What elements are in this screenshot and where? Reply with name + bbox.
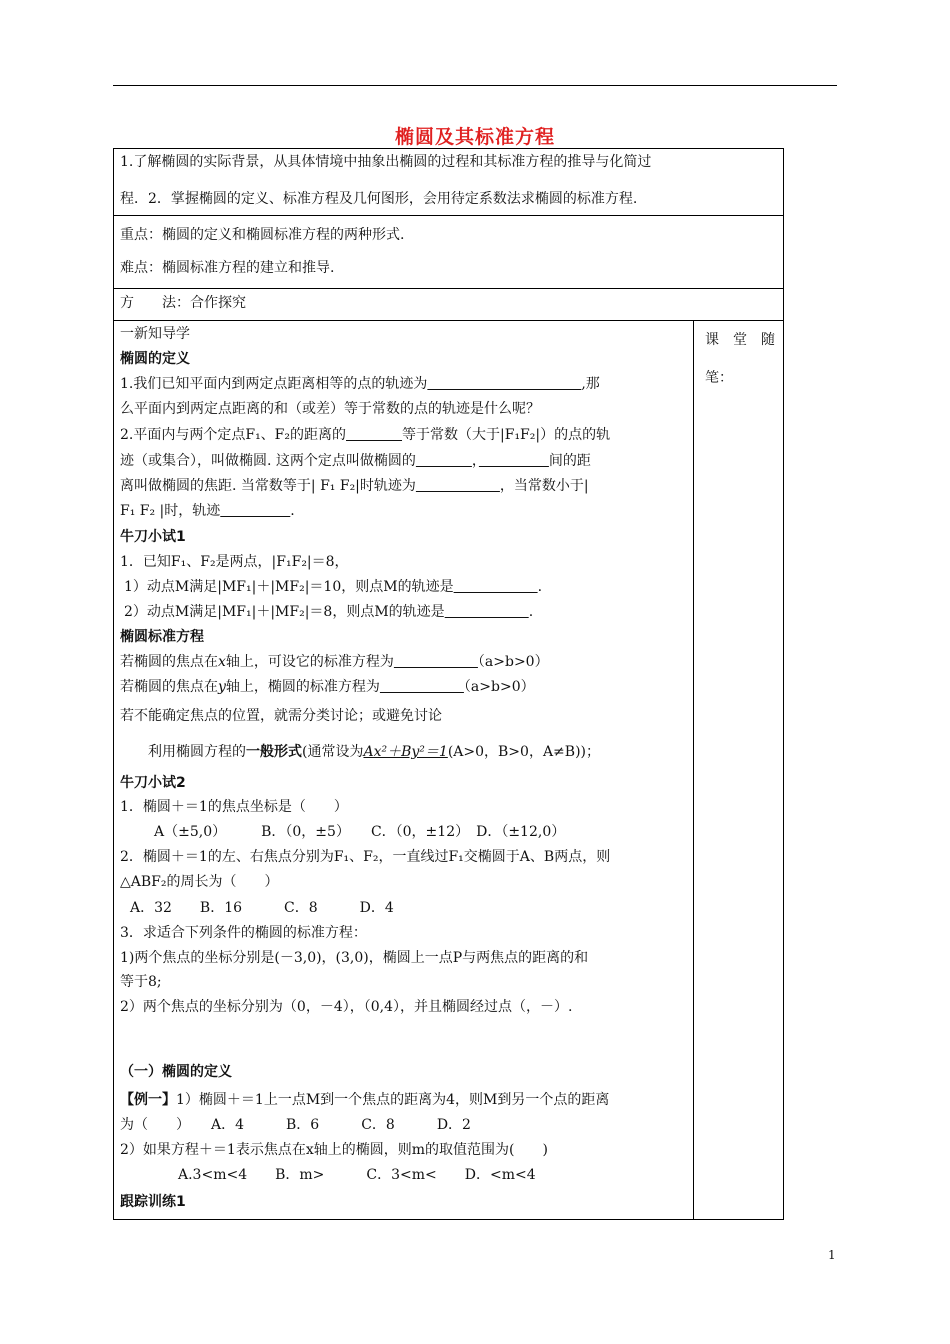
exercise-line: 等于8; [120, 974, 162, 990]
question-line: 么平面内到两定点距离的和（或差）等于常数的点的轨迹是什么呢？ [120, 401, 540, 417]
exercise-line: 2）动点M满足|MF₁|＋|MF₂|＝8，则点M的轨迹是 . [124, 604, 534, 620]
example-line: 【例一】1）椭圆＋＝1上一点M到一个焦点的距离为4，则M到另一个点的距离 [120, 1092, 610, 1108]
blank [346, 427, 402, 443]
exercise-line: 1)两个焦点的坐标分别是(－3,0)，(3,0)，椭圆上一点P与两焦点的距离的和 [120, 950, 589, 966]
example-options: A.3<m<4 B．m> C．3<m< D．<m<4 [178, 1167, 536, 1183]
standard-line: 若不能确定焦点的位置，就需分类讨论；或避免讨论 [120, 708, 442, 724]
exercise-options: A（±5,0） B．（0，±5） C．（0，±12） D．（±12,0） [154, 824, 566, 840]
standard-line: 若椭圆的焦点在x轴上，可设它的标准方程为 （a>b>0） [120, 654, 549, 670]
side-note-line2: 笔： [705, 370, 733, 386]
exercise-line: 1．已知F₁、F₂是两点，|F₁F₂|＝8， [120, 554, 349, 570]
section-intro: 一新知导学 [120, 326, 190, 342]
blank [479, 453, 549, 469]
exercise-line: 3．求适合下列条件的椭圆的标准方程： [120, 925, 367, 941]
objective-line: 1.了解椭圆的实际背景，从具体情境中抽象出椭圆的过程和其标准方程的推导与化简过 [120, 154, 652, 170]
standard-line: 若椭圆的焦点在y轴上，椭圆的标准方程为 （a>b>0） [120, 679, 535, 695]
method-value: 合作探究 [190, 295, 246, 311]
section-heading: 牛刀小试1 [120, 529, 186, 545]
difficult-point: 难点：椭圆标准方程的建立和推导. [120, 260, 335, 276]
exercise-line: 1．椭圆＋＝1的焦点坐标是（ ） [120, 799, 348, 815]
objective-line: 程．2．掌握椭圆的定义、标准方程及几何图形，会用待定系数法求椭圆的标准方程. [120, 191, 638, 207]
top-rule [113, 85, 837, 86]
row-divider [113, 320, 784, 321]
blank [427, 376, 581, 392]
example-line: 2）如果方程＋＝1表示焦点在x轴上的椭圆，则m的取值范围为( ) [120, 1142, 548, 1158]
section-heading: （一）椭圆的定义 [120, 1064, 232, 1080]
blank [380, 679, 464, 695]
column-divider [693, 320, 694, 1220]
row-divider [113, 215, 784, 216]
key-point: 重点：椭圆的定义和椭圆标准方程的两种形式. [120, 227, 405, 243]
section-heading: 椭圆的定义 [120, 351, 190, 367]
section-heading: 椭圆标准方程 [120, 629, 204, 645]
exercise-line: 2）两个焦点的坐标分别为（0，－4），（0,4），并且椭圆经过点（，－）. [120, 999, 573, 1015]
side-note-line1: 课 堂 随 [705, 332, 775, 348]
example-line: 为（ ） A．4 B．6 C．8 D．2 [120, 1117, 471, 1133]
row-divider [113, 288, 784, 289]
general-form-line: 利用椭圆方程的一般形式(通常设为Ax²＋By²＝1(A>0，B>0，A≠B))； [148, 744, 601, 760]
method-label: 方 法： [120, 295, 190, 311]
exercise-line: △ABF₂的周长为（ ） [120, 874, 279, 890]
blank [394, 654, 478, 670]
exercise-line: 1）动点M满足|MF₁|＋|MF₂|＝10，则点M的轨迹是 . [124, 579, 543, 595]
blank [454, 579, 538, 595]
blank [416, 453, 472, 469]
blank [445, 604, 529, 620]
blank [416, 478, 500, 494]
page-number: 1 [828, 1248, 836, 1262]
exercise-line: 2．椭圆＋＝1的左、右焦点分别为F₁、F₂，一直线过F₁交椭圆于A、B两点，则 [120, 849, 611, 865]
page-title: 椭圆及其标准方程 [394, 126, 555, 148]
question-line: 2.平面内与两个定点F₁、F₂的距离的 等于常数（大于|F₁F₂|）的点的轨 [120, 427, 611, 443]
section-heading: 牛刀小试2 [120, 775, 186, 791]
method-row [120, 293, 246, 313]
question-line: 1.我们已知平面内到两定点距离相等的点的轨迹为 ,那 [120, 376, 600, 392]
question-line: 迹（或集合），叫做椭圆. 这两个定点叫做椭圆的 ， 间的距 [120, 453, 591, 469]
question-line: 离叫做椭圆的焦距. 当常数等于| F₁ F₂|时轨迹为 ，当常数小于| [120, 478, 589, 494]
blank [220, 503, 290, 519]
section-heading: 跟踪训练1 [120, 1194, 186, 1210]
exercise-options: A．32 B．16 C．8 D．4 [130, 900, 394, 916]
question-line: F₁ F₂ |时，轨迹 . [120, 503, 295, 519]
